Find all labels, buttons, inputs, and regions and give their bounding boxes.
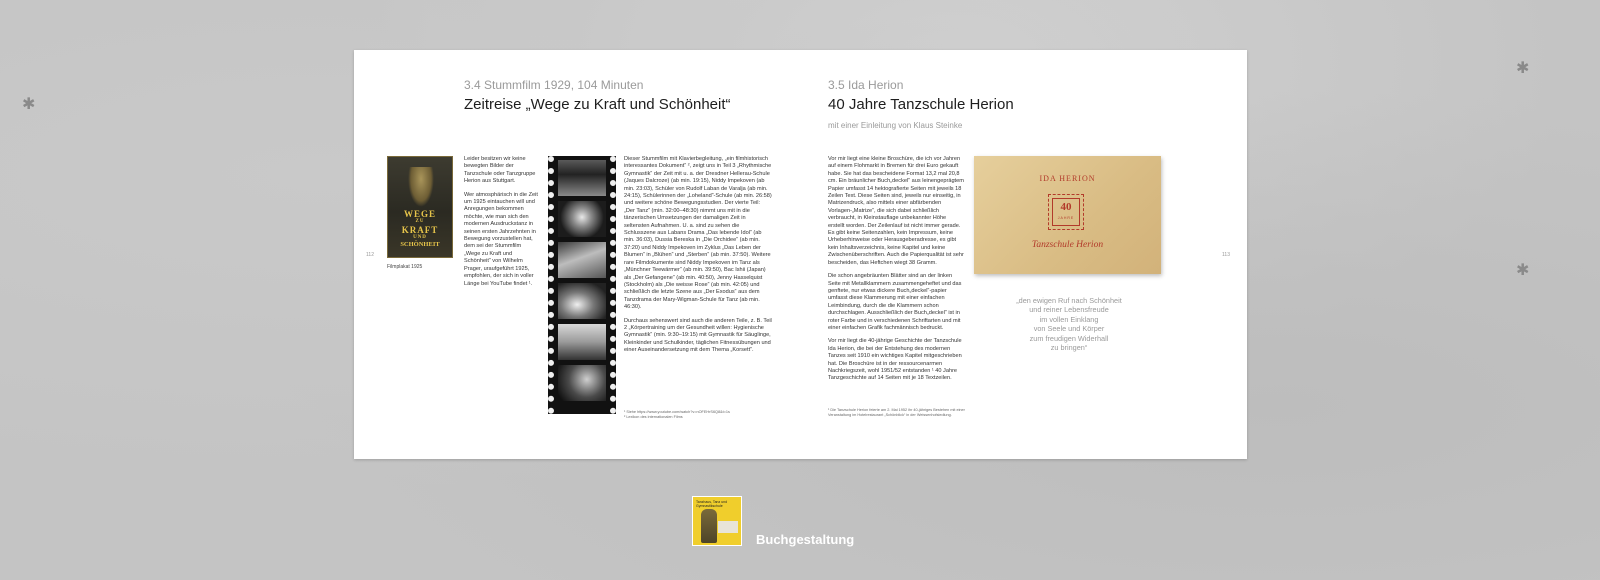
section-heading-right: 40 Jahre Tanzschule Herion — [828, 96, 1014, 113]
booklet-years-label: JAHRE — [1057, 216, 1075, 220]
dancer-figure — [701, 509, 717, 543]
film-strip-image — [548, 156, 616, 414]
quote-line: und reiner Lebensfreude — [1029, 305, 1109, 315]
section-subhead-left: 3.4 Stummfilm 1929, 104 Minuten — [464, 78, 644, 92]
poster-caption: Filmplakat 1925 — [387, 264, 423, 270]
film-frame — [558, 160, 606, 196]
paragraph: Vor mir liegt eine kleine Broschüre, die ich vor Jahren auf einem Flohmarkt in Bremen für drei Euro gekauft habe. Sie hat das bescheidene Format 13,2 mal 20,8 cm. Ein bräunlicher Buch„deckel“ aus leinengeprägtem Papier umfasst 14 hektografierte Seiten mit jeweils 18 Zeilen Text. Diese Seiten sind, jeweils nur einseitig, in Matrizendruck, also mittels einer abfärbenden Vorlagen-„Matrize“, die sich dabei schließlich verbraucht, in Kleinstauflage unbekannter Höhe erstellt worden. Der Zeilenlauf ist nicht immer gerade. Es gibt keine Seitenzahlen, kein Impressum, keine Urheberhinweise oder Herausgeberadresse, es gibt kein Inhaltsverzeichnis, keine Kapitel und keine Zwischenüberschriften. Auch die Papierqualität ist sehr bescheiden, das Heftchen wiegt 38 Gramm. — [828, 156, 964, 266]
page-number-left: 112 — [366, 252, 374, 258]
thumbnail-title-line: Gymnastikschule — [696, 504, 723, 508]
booklet-number: 40 — [1060, 201, 1072, 213]
pull-quote — [994, 296, 1144, 352]
body-column-2 — [624, 156, 772, 361]
book-spread — [354, 50, 1247, 459]
paragraph: Dieser Stummfilm mit Klavierbegleitung, „ein filmhistorisch interessantes Dokument“ ², zeigt uns in Teil 3 „Rhythmische Gymnastik“ der Zeit mit u. a. der Dresdner Hellerau-Schule (Jaques Dalcroze) (ab min. 19:15), Niddy Impekoven (ab min. 23:03), Schüler von Rudolf Laban de Varalja (ab min. 24:15), Schülerinnen der „Loheland“-Schule (ab min. 26:58) und weitere schöne Bewegungsstudien. Der vierte Teil: „Der Tanz“ (min. 32:00–48:30) nimmt uns mit in die tänzerischen Umsetzungen der damaligen Zeit in seltensten Aufnahmen. U. a. sind zu sehen die Schlusszene aus Labans Drama „Das lebende Idol“ (ab min. 36:03), Dussia Bereska in „Die Orchidee“ (ab min. 37:20) und Niddy Impekoven im Zyklus „Das Leben der Blumen“ in „Blühen“ und „Sterben“ (ab min. 37:50). Weitere rare Filmdokumente sind Niddy Impekoven im Tanz als „Münchner Teewärmer“ (ab min. 39:50), Bac Ishii (Japan) als „Der Gefangene“ (ab min. 40:50), Jenny Hasselquist (Stockholm) als „Die weisse Rose“ (ab min. 42:05) und schließlich die letzte Szene aus „Der Exodus“ aus dem Tanzdrama der Mary-Wigman-Schule für Tanz (ab min. 46:30). — [624, 156, 772, 311]
film-poster-image — [387, 156, 453, 258]
quote-line: zum freudigen Widerhall — [1029, 333, 1109, 343]
section-byline: mit einer Einleitung von Klaus Steinke — [828, 121, 963, 130]
poster-line-1: WEGE — [403, 209, 436, 219]
footnote: ¹ Siehe https://www.youtube.com/watch?v=nOFEHrS6Q8&t=1s — [624, 410, 730, 414]
section-heading-left: Zeitreise „Wege zu Kraft und Schönheit“ — [464, 96, 731, 113]
film-frame — [558, 365, 606, 401]
paragraph: Wer atmosphärisch in die Zeit um 1925 eintauchen will und Anregungen bekommen möchte, wie man sich den modernen Ausdruckstanz in seinen ersten Jahrzehnten in Bewegung vorzustellen hat, dem sei der Stummfilm „Wege zu Kraft und Schönheit“ von Wilhelm Prager, uraufgeführt 1925, empfohlen, der sich in voller Länge bei YouTube findet ¹. — [464, 191, 538, 287]
film-frame — [558, 201, 606, 237]
poster-line-4: UND — [413, 235, 427, 240]
project-caption[interactable]: Buchgestaltung — [756, 532, 855, 547]
page-number-right: 113 — [1222, 252, 1230, 258]
quote-line: von Seele und Körper — [1033, 324, 1105, 334]
thumbnail-title — [696, 500, 727, 508]
wall-screw-icon: ✱ — [1516, 58, 1530, 77]
footnote-right: ¹ Die Tanzschule Herion feierte am 2. Mai 1952 ihr 40-jähriges Bestehen mit einer Veranstaltung im Hotelrestaurant „Schönblick“ in der Weissenhofsiedlung. — [828, 408, 965, 417]
footnote: ² Lexikon des internationalen Films — [624, 415, 683, 419]
wall-screw-icon: ✱ — [1516, 260, 1530, 279]
poster-line-3: KRAFT — [401, 225, 439, 235]
film-frame — [558, 283, 606, 319]
poster-line-2: ZU — [415, 219, 425, 224]
wall-screw-icon: ✱ — [22, 94, 36, 113]
paragraph: Die schon angebräunten Blätter sind an der linken Seite mit Metallklammern zusammengeheftet und das genftete, nur etwas dickere Buch„deckel“-papier umfasst diese Klammerung mit einer einfachen Leimbindung, durch die die Klammern schon durchschlagen. Ausschließlich der Buch„deckel“ ist in roter Farbe und in verschiedenen Schriftarten und mit einer einfachen Grafik fachmännisch bedruckt. — [828, 273, 962, 331]
quote-line: im vollen Einklang — [1039, 314, 1099, 324]
film-frame — [558, 242, 606, 278]
footnotes-left — [624, 410, 774, 420]
dancer-figure — [408, 167, 434, 207]
film-frame — [558, 324, 606, 360]
body-column-1 — [464, 156, 538, 294]
booklet-cover-image — [974, 156, 1161, 274]
thumbnail-photo — [718, 521, 738, 533]
body-column-3 — [828, 156, 964, 389]
section-subhead-right: 3.5 Ida Herion — [828, 78, 904, 92]
book-cover-thumbnail[interactable] — [692, 496, 742, 546]
paragraph: Vor mir liegt die 40-jährige Geschichte der Tanzschule Ida Herion, die bei der Entstehung des modernen Tanzes seit 1910 ein wichtiges Kapitel mitgeschrieben hat. Die Broschüre ist in der ressourcenarmen Nachkriegszeit, wohl 1951/52 entstanden ¹ 40 Jahre Tanzgeschichte auf 14 Seiten mit je 18 Textzeilen. — [828, 338, 962, 382]
paragraph: Leider besitzen wir keine bewegten Bilder der Tanzschule oder Tanzgruppe Herion aus Stuttgart. — [464, 156, 536, 185]
booklet-emblem — [1048, 194, 1084, 230]
booklet-script-title: Tanzschule Herion — [1031, 240, 1104, 250]
quote-line: „den ewigen Ruf nach Schönheit — [1016, 296, 1122, 305]
paragraph: Durchaus sehenswert sind auch die anderen Teile, z. B. Teil 2 „Körpertraining um der Gesundheit willen: Hygienische Gymnastik“ (min. 9:30–19:15) mit Gymnastik für Säuglinge, Kleinkinder und Schulkinder, täglichen Fitnessübungen und einer Auseinandersetzung mit dem Thema „Korsett“. — [624, 317, 772, 354]
thumbnail-title-line: Tanzhaus, Tanz und — [696, 500, 728, 504]
booklet-name: IDA HERION — [1039, 174, 1096, 183]
poster-line-5: SCHÖNHEIT — [400, 241, 440, 248]
quote-line: zu bringen“ — [1050, 343, 1088, 353]
